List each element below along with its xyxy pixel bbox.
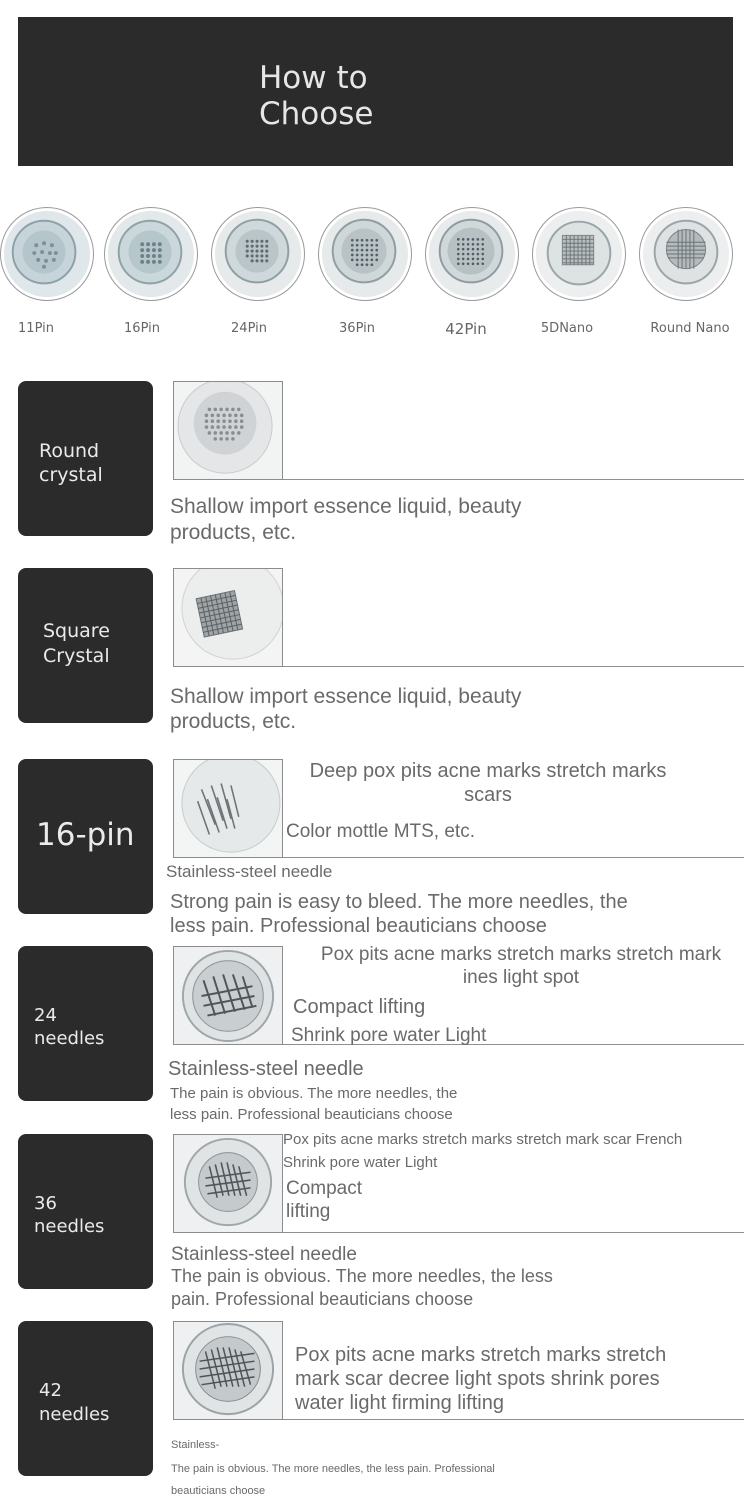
head-label-round-nano: Round Nano xyxy=(650,321,730,336)
banner-title: How to Choose xyxy=(259,60,374,132)
section-label-text: Round crystal xyxy=(39,440,103,486)
section-label-text: 16-pin xyxy=(36,817,135,853)
section-label-text: Square Crystal xyxy=(43,620,110,667)
24-needles-cartridge-image xyxy=(173,946,283,1045)
head-label-24pin: 24Pin xyxy=(231,321,267,336)
section-label-text: 42 needles xyxy=(39,1380,110,1425)
section-label-round-crystal xyxy=(18,381,153,536)
needle-material: Stainless- xyxy=(171,1439,220,1451)
needle-cartridge-5dnano-icon xyxy=(532,207,626,301)
head-label-16pin: 16Pin xyxy=(124,321,160,336)
needle-cartridge-round-nano-icon xyxy=(639,207,733,301)
needle-cartridge-16pin-icon xyxy=(104,207,198,301)
42-needles-cartridge-image xyxy=(173,1321,283,1420)
round-crystal-cartridge-image xyxy=(173,381,283,480)
section-description: The pain is obvious. The more needles, the less pain. Professional beauticians choose xyxy=(171,1463,495,1497)
effect-text-tertiary: Shrink pore water Light xyxy=(291,1025,487,1046)
section-description: Strong pain is easy to bleed. The more needles, the less pain. Professional beauticians choose xyxy=(170,891,628,937)
section-description: The pain is obvious. The more needles, the less pain. Professional beauticians choose xyxy=(171,1266,553,1309)
head-label-42pin: 42Pin xyxy=(445,320,487,338)
head-label-11pin: 11Pin xyxy=(18,321,54,336)
section-label-24-needles xyxy=(18,946,153,1101)
section-label-text: 36 needles xyxy=(34,1193,105,1237)
head-label-5dnano: 5DNano xyxy=(540,321,594,336)
needle-cartridge-11pin-icon xyxy=(0,207,94,301)
head-label-36pin: 36Pin xyxy=(339,321,375,336)
effect-text-secondary: Compact lifting xyxy=(286,1178,363,1222)
section-label-text: 24 needles xyxy=(34,1005,105,1049)
effect-text-secondary: Compact lifting xyxy=(293,996,426,1018)
effect-text-primary: Pox pits acne marks stretch marks stretch mark scar decree light spots shrink pores water light firming lifting xyxy=(295,1344,667,1414)
section-label-36-needles xyxy=(18,1134,153,1289)
divider-line xyxy=(283,857,744,858)
divider-line xyxy=(283,1232,744,1233)
section-description: The pain is obvious. The more needles, the less pain. Professional beauticians choose xyxy=(170,1085,458,1123)
how-to-choose-banner xyxy=(18,17,733,166)
section-description: Shallow import essence liquid, beauty products, etc. xyxy=(170,685,522,733)
divider-line xyxy=(283,666,744,667)
16-pin-cartridge-image xyxy=(173,759,283,858)
divider-line xyxy=(283,1419,744,1420)
36-needles-cartridge-image xyxy=(173,1134,283,1233)
needle-cartridge-36pin-icon xyxy=(318,207,412,301)
needle-material: Stainless-steel needle xyxy=(168,1058,364,1080)
square-crystal-cartridge-image xyxy=(173,568,283,667)
section-label-16-pin xyxy=(18,759,153,914)
divider-line xyxy=(283,479,744,480)
effect-text-primary: Deep pox pits acne marks stretch marks scars xyxy=(309,760,667,806)
section-label-square-crystal xyxy=(18,568,153,723)
section-description: Shallow import essence liquid, beauty products, etc. xyxy=(170,495,522,544)
effect-text-secondary: Color mottle MTS, etc. xyxy=(286,821,475,842)
effect-text-primary: Pox pits acne marks stretch marks stretch mark ines light spot xyxy=(320,944,722,988)
needle-cartridge-42pin-icon xyxy=(425,207,519,301)
needle-material: Stainless-steel needle xyxy=(166,862,333,881)
needle-cartridge-24pin-icon xyxy=(211,207,305,301)
section-label-42-needles xyxy=(18,1321,153,1476)
effect-text-primary: Pox pits acne marks stretch marks stretch mark scar French Shrink pore water Light xyxy=(283,1131,683,1171)
needle-material: Stainless-steel needle xyxy=(171,1244,357,1265)
